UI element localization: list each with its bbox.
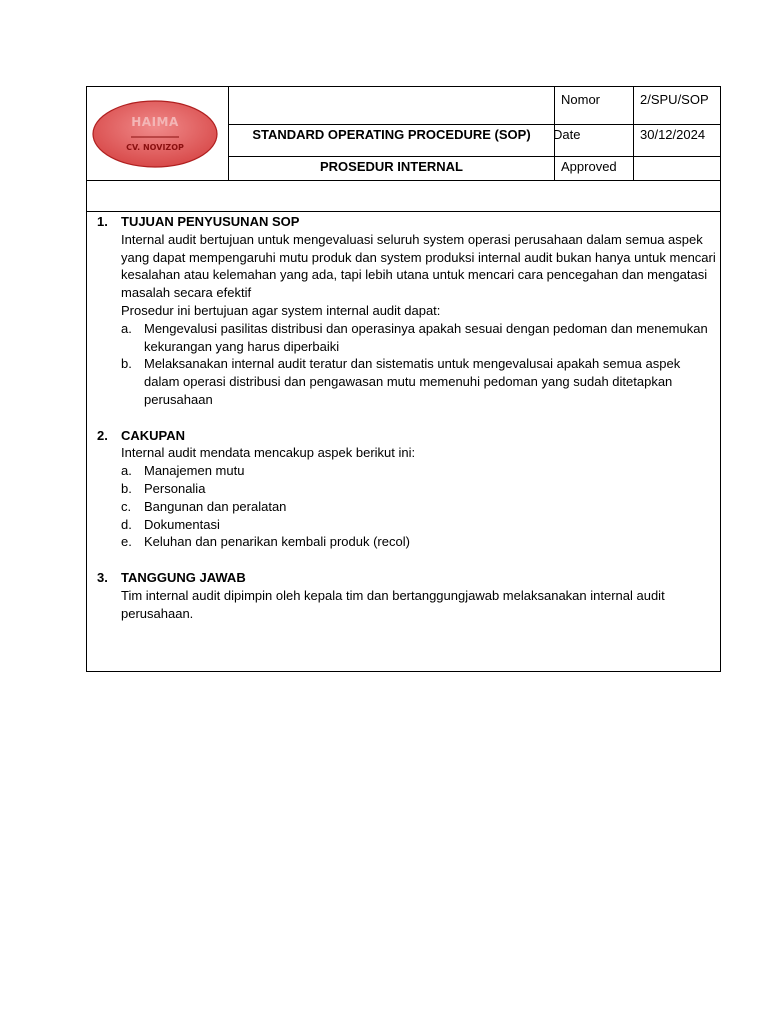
- list-item: [121, 355, 719, 408]
- header-table: [87, 87, 720, 180]
- list-item-text: Personalia: [144, 480, 206, 496]
- list-item: [121, 480, 719, 498]
- list-item-text: Manajemen mutu: [144, 463, 245, 479]
- section-tujuan: [97, 213, 719, 409]
- approved-label: Approved: [561, 159, 617, 174]
- nomor-label: Nomor: [561, 92, 601, 107]
- company-logo: [91, 99, 219, 169]
- section-paragraph: Tim internal audit dipimpin oleh kepala tim dan bertanggungjawab melaksanakan internal audit perusahaan.: [121, 587, 665, 621]
- document-subtitle: PROSEDUR INTERNAL: [319, 159, 463, 174]
- section-title: TANGGUNG JAWAB: [121, 569, 246, 585]
- list-item: [121, 498, 719, 516]
- logo-badge-icon: [91, 99, 219, 169]
- logo-subtitle: CV. NOVIZOP: [126, 143, 184, 152]
- list-item-label: e.: [121, 534, 132, 550]
- nomor-value: 2/SPU/SOP: [640, 92, 709, 107]
- document-title: STANDARD OPERATING PROCEDURE (SOP): [252, 127, 531, 142]
- list-item: [121, 516, 719, 534]
- section-number: 2.: [97, 427, 108, 443]
- section-paragraph: Internal audit mendata mencakup aspek berikut ini:: [121, 445, 416, 461]
- list-item-text: Melaksanakan internal audit teratur dan sistematis untuk mengevalusai apakah semua aspek dalam operasi distribusi dan pengawasan mutu memenuhi pedoman yang sudah ditetapkan perusahaan: [144, 356, 681, 407]
- list-item-label: c.: [121, 498, 132, 514]
- logo-title: HAIMA: [131, 115, 179, 129]
- list-item-text: Keluhan dan penarikan kembali produk (recol): [144, 534, 410, 550]
- document-body: [97, 213, 719, 622]
- section-paragraph: Internal audit bertujuan untuk mengevaluasi seluruh system operasi perusahaan dalam semua aspek yang dapat mempengaruhi mutu produk dan system produksi internal audit bukan hanya untuk mencari kesalahan atau kelemahan yang ada, tapi lebih utana untuk mencari cara pencegahan dan mengatasi masalah secara efektif: [121, 231, 716, 301]
- section-cakupan: [97, 427, 719, 552]
- list-item-label: b.: [121, 356, 132, 372]
- list-item: [121, 462, 719, 480]
- list-item: [121, 533, 719, 551]
- list-item-text: Bangunan dan peralatan: [144, 498, 287, 514]
- section-tanggung-jawab: [97, 569, 719, 622]
- sop-document: [86, 86, 721, 672]
- list-item-label: a.: [121, 320, 132, 336]
- section-number: 1.: [97, 214, 108, 229]
- list-item-label: d.: [121, 516, 132, 532]
- section-title: CAKUPAN: [121, 427, 186, 443]
- list-item-text: Mengevalusi pasilitas distribusi dan operasinya apakah sesuai dengan pedoman dan menemukan kekurangan yang harus diperbaiki: [144, 320, 708, 354]
- section-divider: [87, 211, 720, 212]
- list-item-label: b.: [121, 480, 132, 496]
- section-title: TUJUAN PENYUSUNAN SOP: [121, 214, 300, 229]
- date-label: Date: [553, 127, 581, 142]
- section-number: 3.: [97, 569, 108, 585]
- date-value: 30/12/2024: [640, 127, 706, 142]
- list-item-label: a.: [121, 463, 132, 479]
- section-paragraph: Prosedur ini bertujuan agar system internal audit dapat:: [121, 302, 441, 318]
- list-item-text: Dokumentasi: [144, 516, 220, 532]
- list-item: [121, 320, 719, 356]
